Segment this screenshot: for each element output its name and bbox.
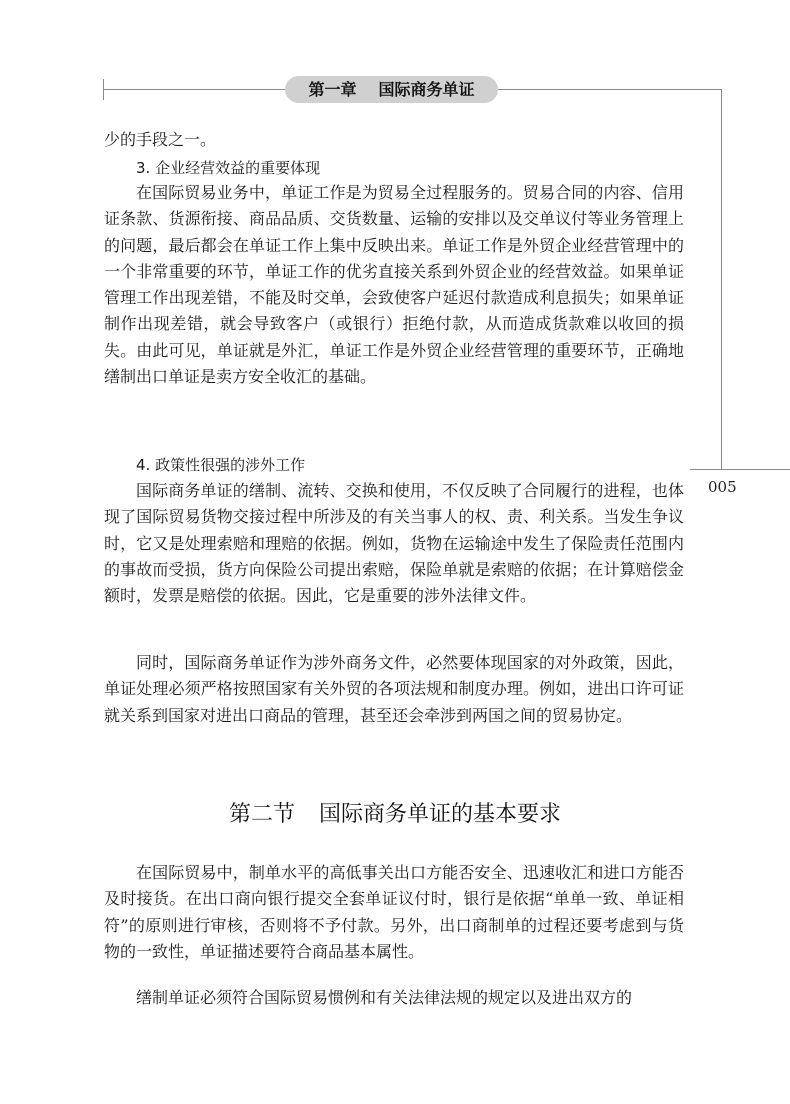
section-title (0, 800, 790, 830)
section-number: 第二节 (228, 802, 295, 827)
page-number: 005 (708, 478, 737, 496)
page-number-rule (690, 469, 790, 470)
section-paragraph-1: 在国际贸易中，制单水平的高低事关出口方能否安全、迅速收汇和进口方能否及时接货。在出口商向银行提交全套单证议付时，银行是依据“单单一致、单证相符”的原则进行审核，否则将不予付款。另外，出口商制单的过程还要考虑到与货物的一致性，单证描述要符合商品基本属性。 (104, 863, 684, 961)
chapter-header (285, 76, 498, 103)
header-rule-left (103, 89, 285, 90)
header-rule-right (498, 89, 722, 90)
paragraph-continued: 少的手段之一。 (104, 130, 217, 149)
paragraph-4a: 国际商务单证的缮制、流转、交换和使用，不仅反映了合同履行的进程，也体现了国际贸易货物交接过程中所涉及的有关当事人的权、责、利关系。当发生争议时，它又是处理索赔和理赔的依据。例如，货物在运输途中发生了保险责任范围内的事故而受损，货方向保险公司提出索赔，保险单就是索赔的依据；在计算赔偿金额时，发票是赔偿的依据。因此，它是重要的涉外法律文件。 (104, 481, 684, 606)
paragraph-4b: 同时，国际商务单证作为涉外商务文件，必然要体现国家的对外政策，因此，单证处理必须严格按照国家有关外贸的各项法规和制度办理。例如，进出口许可证就关系到国家对进出口商品的管理，甚至还会牵涉到两国之间的贸易协定。 (104, 653, 684, 725)
section-paragraph-2: 缮制单证必须符合国际贸易惯例和有关法律法规的规定以及进出双方的 (136, 988, 633, 1007)
chapter-number: 第一章 (308, 80, 357, 99)
paragraph-3: 在国际贸易业务中，单证工作是为贸易全过程服务的。贸易合同的内容、信用证条款、货源衔接、商品品质、交货数量、运输的安排以及交单议付等业务管理上的问题，最后都会在单证工作上集中反映出来。单证工作是外贸企业经营管理中的一个非常重要的环节，单证工作的优劣直接关系到外贸企业的经营效益。如果单证管理工作出现差错，不能及时交单，会致使客户延迟付款造成利息损失；如果单证制作出现差错，就会导致客户（或银行）拒绝付款，从而造成货款难以收回的损失。由此可见，单证就是外汇，单证工作是外贸企业经营管理的重要环节，正确地缮制出口单证是卖方安全收汇的基础。 (104, 183, 684, 387)
margin-vertical-rule (721, 89, 722, 470)
chapter-title: 国际商务单证 (378, 80, 475, 99)
subheading-4: 4. 政策性很强的涉外工作 (136, 456, 306, 474)
section-title-text: 国际商务单证的基本要求 (319, 802, 562, 827)
subheading-3: 3. 企业经营效益的重要体现 (136, 159, 321, 177)
